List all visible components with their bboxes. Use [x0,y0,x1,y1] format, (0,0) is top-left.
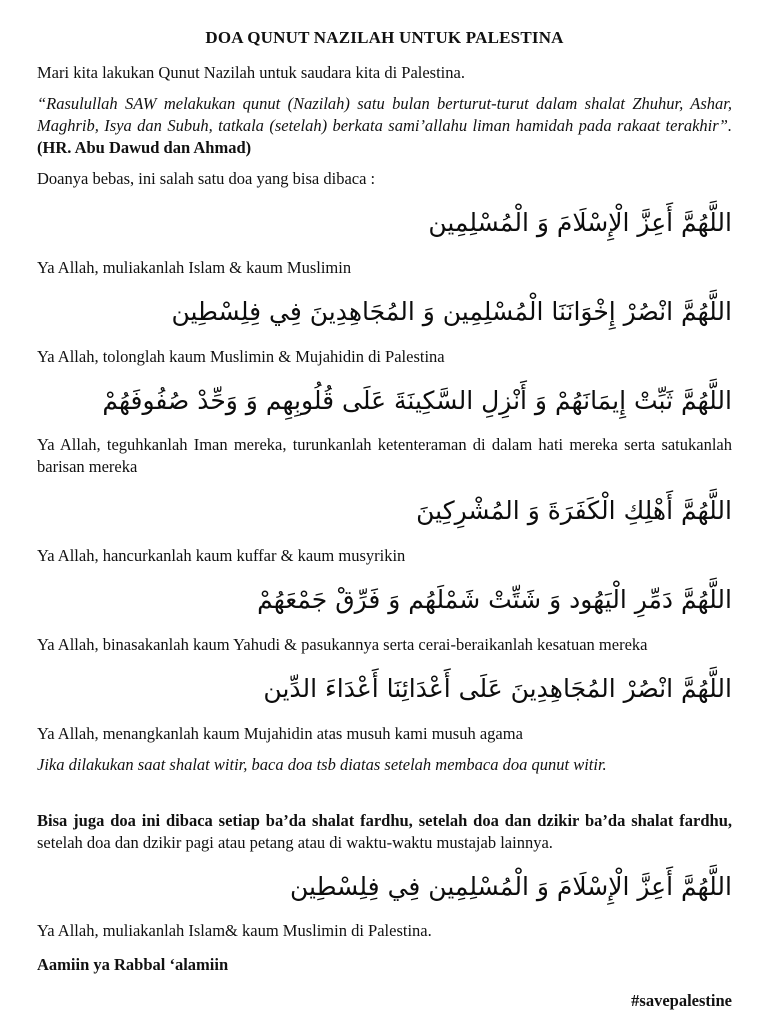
hadith-paragraph [37,93,732,159]
prayer-arabic-text: اللَّهُمَّ انْصُرْ إِخْوَانَنَا الْمُسْلِمِين وَ المُجَاهِدِينَ فِي فِلِسْطِين [171,296,732,326]
prayer-translation: Ya Allah, muliakanlah Islam & kaum Muslimin [37,257,352,277]
prayer-block-4 [37,487,732,567]
prayer-arabic-text: اللَّهُمَّ ثَبِّتْ إِيمَانَهُمْ وَ أَنْزِلِ السَّكِينَةَ عَلَى قُلُوبِهِم وَ وَحِّدْ صُفُوفَهُمْ [102,385,732,415]
prayer-arabic-text: اللَّهُمَّ أَعِزَّ الْإِسْلَامَ وَ الْمُسْلِمِين [428,208,732,237]
witir-note: Jika dilakukan saat shalat witir, baca doa tsb diatas setelah membaca doa qunut witir. [37,754,607,774]
doa-intro-paragraph: Doanya bebas, ini salah satu doa yang bisa dibaca : [37,169,376,188]
hashtag-line: #savepalestine [631,991,732,1011]
prayer-arabic-text: اللَّهُمَّ أَعِزَّ الْإِسْلَامَ وَ الْمُسْلِمِين فِي فِلِسْطِين [290,871,732,901]
prayer-translation: Ya Allah, teguhkanlah Iman mereka, turunkanlah ketenteraman di dalam hati mereka serta satukanlah barisan mereka [37,435,732,477]
prayer-translation: Ya Allah, muliakanlah Islam& kaum Muslimin di Palestina. [37,921,432,941]
prayer-block-7 [37,863,732,943]
prayer-block-6 [37,665,732,745]
prayer-arabic-text: اللَّهُمَّ انْصُرْ المُجَاهِدِينَ عَلَى أَعْدَائِنَا أَعْدَاءَ الدِّين [263,673,732,703]
prayer-block-1 [37,199,732,279]
document-title: DOA QUNUT NAZILAH UNTUK PALESTINA [205,28,564,47]
fardhu-paragraph [37,810,732,854]
prayer-block-2 [37,288,732,368]
fardhu-bold-text: Bisa juga doa ini dibaca setiap ba’da shalat fardhu, setelah doa dan dzikir ba’da shalat fardhu, [37,810,732,830]
prayer-arabic-text: اللَّهُمَّ أَهْلِكِ الْكَفَرَةَ وَ المُشْرِكِينَ [416,496,732,526]
intro-paragraph: Mari kita lakukan Qunut Nazilah untuk saudara kita di Palestina. [37,63,465,82]
prayer-translation: Ya Allah, hancurkanlah kaum kuffar & kaum musyrikin [37,546,406,565]
hadith-quote: “Rasulullah SAW melakukan qunut (Nazilah) satu bulan berturut-turut dalam shalat Zhuhur, Ashar, Maghrib, Isya dan Subuh, tatkala (setelah) berkata sami’allahu liman hamidah pada rakaat terakhir”. [37,94,732,135]
prayer-block-3 [37,377,732,479]
hadith-source: (HR. Abu Dawud dan Ahmad) [37,138,252,157]
prayer-arabic-text: اللَّهُمَّ دَمِّرِ الْيَهُود وَ شَتِّتْ شَمْلَهُم وَ فَرِّقْ جَمْعَهُمْ [257,585,732,614]
prayer-translation: Ya Allah, tolonglah kaum Muslimin & Mujahidin di Palestina [37,346,445,366]
fardhu-normal-text: setelah doa dan dzikir pagi atau petang atau di waktu-waktu mustajab lainnya. [37,832,553,852]
prayer-block-5 [37,576,732,656]
closing-line: Aamiin ya Rabbal ‘alamiin [37,955,229,975]
prayer-translation: Ya Allah, binasakanlah kaum Yahudi & pasukannya serta cerai-beraikanlah kesatuan mereka [37,634,648,654]
prayer-translation: Ya Allah, menangkanlah kaum Mujahidin atas musuh kami musuh agama [37,723,523,743]
